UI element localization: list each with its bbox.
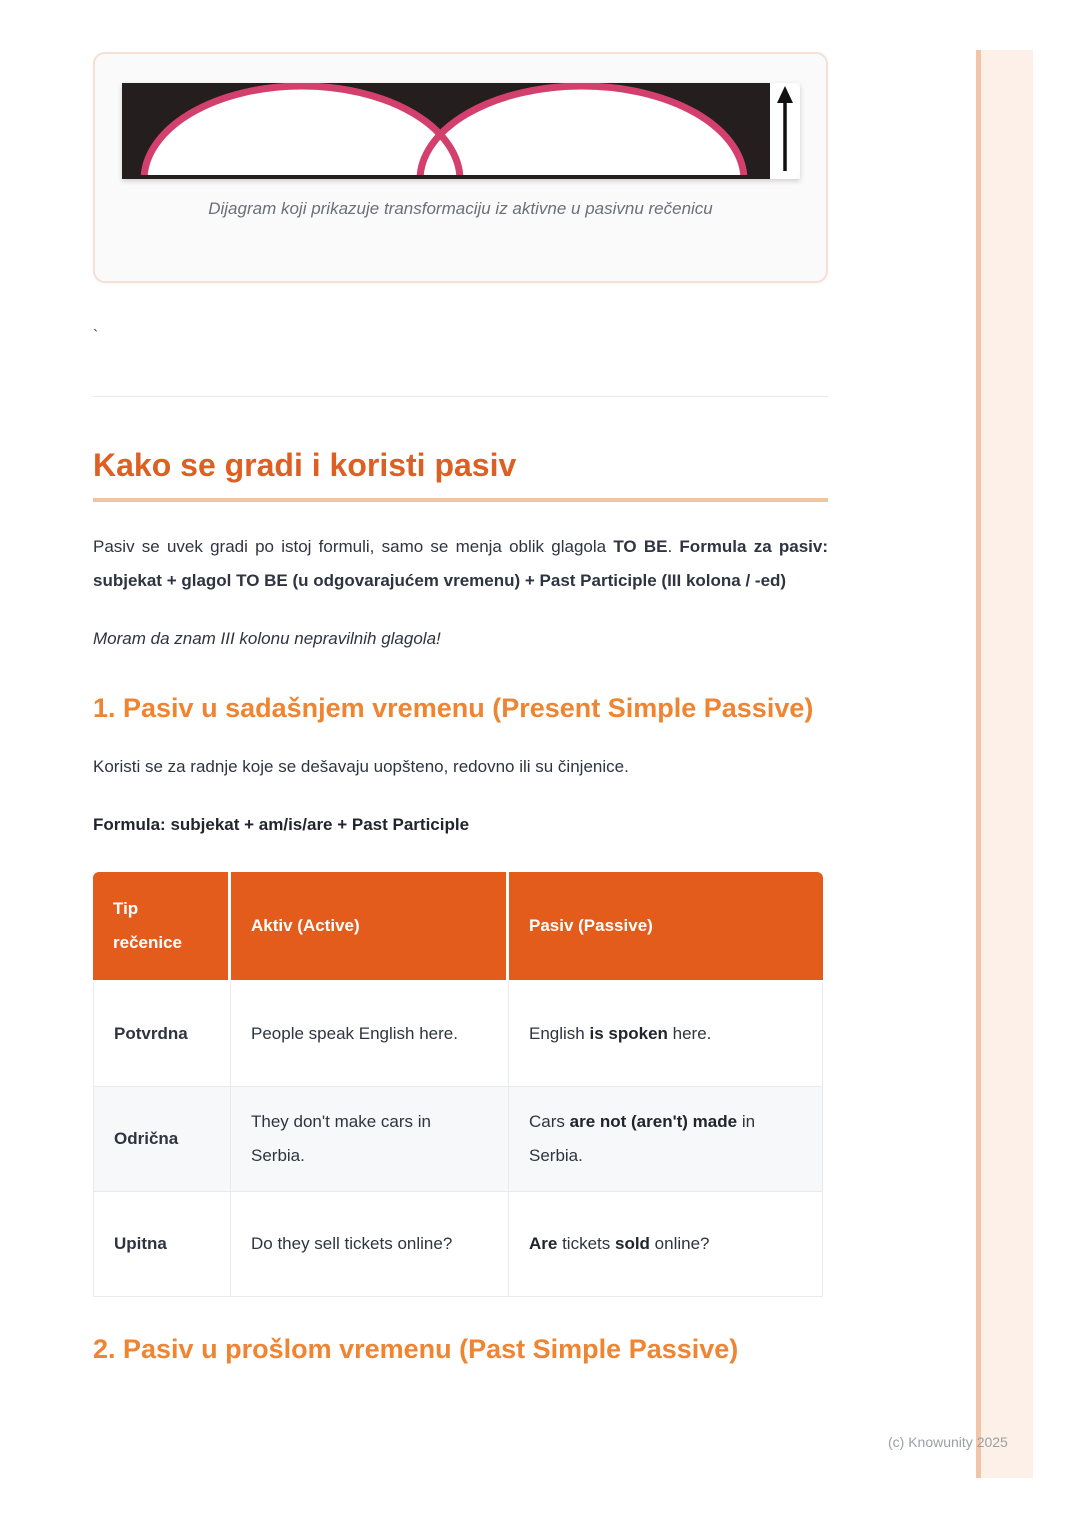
passive-table	[93, 872, 823, 1297]
table-header-row	[93, 872, 823, 982]
cell-active: People speak English here.	[231, 982, 509, 1087]
figure-caption: Dijagram koji prikazuje transformaciju iz aktivne u pasivnu rečenicu	[208, 199, 713, 218]
present-passive-heading: 1. Pasiv u sadašnjem vremenu (Present Simple Passive)	[93, 693, 814, 723]
header-passive: Pasiv (Passive)	[509, 872, 823, 982]
cell-passive: English is spoken here.	[509, 982, 823, 1087]
table-row-upitna	[93, 1192, 823, 1297]
content-column	[93, 0, 828, 1367]
cell-type: Odrična	[93, 1087, 231, 1192]
intro-note: Moram da znam III kolonu nepravilnih glagola!	[93, 629, 441, 648]
header-active: Aktiv (Active)	[231, 872, 509, 982]
cell-passive: Cars are not (aren't) made in Serbia.	[509, 1087, 823, 1192]
stray-backtick: `	[93, 328, 99, 345]
cell-type: Potvrdna	[93, 982, 231, 1087]
intro-paragraph: Pasiv se uvek gradi po istoj formuli, samo se menja oblik glagola TO BE. Formula za pasiv: subjekat + glagol TO BE (u odgovarajućem vremenu) + Past Participle (III kolona / -ed)	[93, 537, 829, 590]
table-row-potvrdna	[93, 982, 823, 1087]
usage-text: Koristi se za radnje koje se dešavaju uopšteno, redovno ili su činjenice.	[93, 757, 629, 776]
side-stripe	[976, 50, 1033, 1478]
diagram-arcs	[122, 83, 770, 179]
arrow-strip	[770, 83, 800, 179]
cell-type: Upitna	[93, 1192, 231, 1297]
main-heading: Kako se gradi i koristi pasiv	[93, 444, 828, 502]
header-type: Tip rečenice	[93, 872, 231, 982]
up-arrow-icon	[770, 83, 800, 179]
active-passive-diagram	[122, 83, 800, 179]
cell-active: Do they sell tickets online?	[231, 1192, 509, 1297]
figure-card	[93, 52, 828, 283]
section-divider	[93, 396, 828, 397]
cell-active: They don't make cars in Serbia.	[231, 1087, 509, 1192]
past-passive-heading: 2. Pasiv u prošlom vremenu (Past Simple Passive)	[93, 1334, 739, 1364]
formula-text: Formula: subjekat + am/is/are + Past Participle	[93, 815, 470, 834]
copyright-text: (c) Knowunity 2025	[888, 1434, 1008, 1450]
cell-passive: Are tickets sold online?	[509, 1192, 823, 1297]
table-row-odricna	[93, 1087, 823, 1192]
